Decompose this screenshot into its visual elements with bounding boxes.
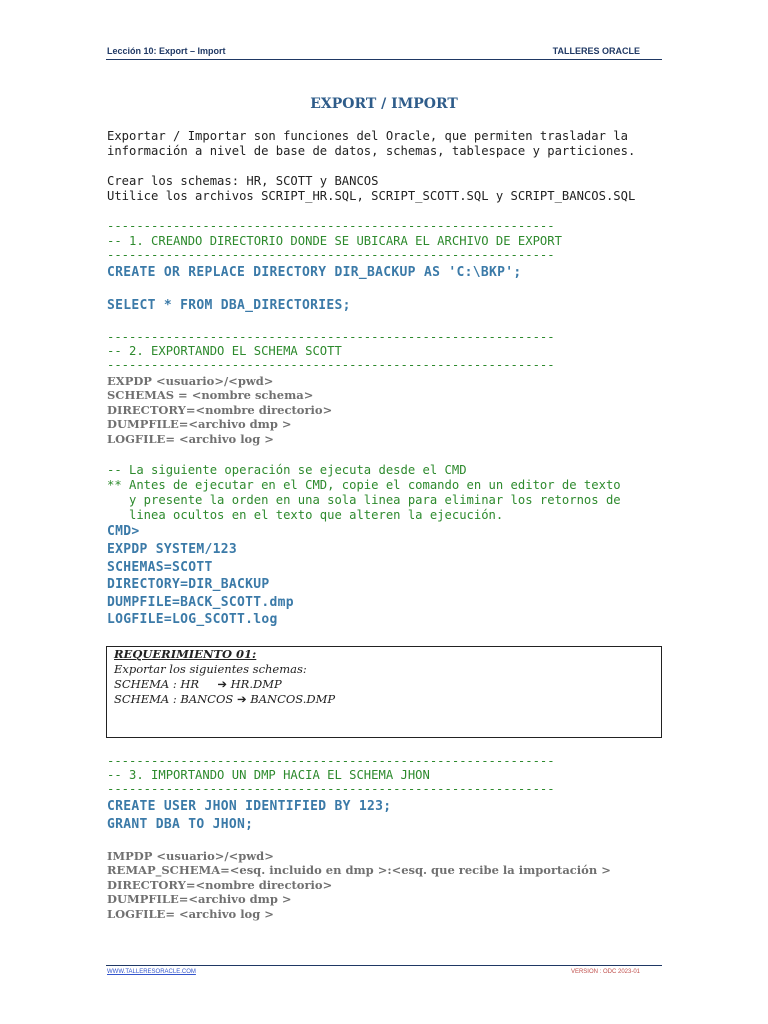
comment-line: linea ocultos en el texto que alteren la ejecución. <box>107 508 504 522</box>
syntax-line: SCHEMAS = <nombre schema> <box>107 388 314 402</box>
footer-divider <box>106 965 662 966</box>
header-lesson-title: Lección 10: Export – Import <box>107 46 226 56</box>
requirement-row-hr <box>114 677 282 691</box>
syntax-line: DIRECTORY=<nombre directorio> <box>107 878 333 892</box>
example-line: DUMPFILE=BACK_SCOTT.dmp <box>107 595 294 610</box>
intro-line-2: información a nivel de base de datos, schemas, tablespace y particiones. <box>107 144 636 158</box>
section-3-heading: -- 3. IMPORTANDO UN DMP HACIA EL SCHEMA JHON <box>107 768 430 782</box>
code-create-user: CREATE USER JHON IDENTIFIED BY 123; <box>107 799 392 814</box>
requirement-title: REQUERIMIENTO 01: <box>114 647 257 661</box>
right-arrow-icon: ➔ <box>217 677 227 691</box>
requirement-row-bancos <box>114 692 335 706</box>
intro-line-4: Utilice los archivos SCRIPT_HR.SQL, SCRIPT_SCOTT.SQL y SCRIPT_BANCOS.SQL <box>107 189 636 203</box>
header-divider <box>106 59 662 60</box>
syntax-line: LOGFILE= <archivo log > <box>107 432 274 446</box>
page-title: EXPORT / IMPORT <box>310 96 458 112</box>
example-line: SCHEMAS=SCOTT <box>107 560 213 575</box>
code-select-directories: SELECT * FROM DBA_DIRECTORIES; <box>107 298 351 313</box>
syntax-line: DUMPFILE=<archivo dmp > <box>107 892 292 906</box>
syntax-line: IMPDP <usuario>/<pwd> <box>107 849 274 863</box>
section-2-heading: -- 2. EXPORTANDO EL SCHEMA SCOTT <box>107 344 342 358</box>
syntax-line: LOGFILE= <archivo log > <box>107 907 274 921</box>
cmd-prompt: CMD> <box>107 524 140 539</box>
example-line: DIRECTORY=DIR_BACKUP <box>107 577 270 592</box>
footer-website-link[interactable]: WWW.TALLERESORACLE.COM <box>107 969 196 975</box>
intro-line-1: Exportar / Importar son funciones del Oracle, que permiten trasladar la <box>107 129 628 143</box>
code-grant-dba: GRANT DBA TO JHON; <box>107 817 254 832</box>
syntax-line: EXPDP <usuario>/<pwd> <box>107 374 274 388</box>
separator: ------------------------------------------------------------- <box>107 219 555 233</box>
intro-line-3: Crear los schemas: HR, SCOTT y BANCOS <box>107 174 379 188</box>
separator: ------------------------------------------------------------- <box>107 330 555 344</box>
requirement-row-label: SCHEMA : BANCOS <box>114 692 237 706</box>
requirement-row-file: BANCOS.DMP <box>250 692 336 706</box>
separator: ------------------------------------------------------------- <box>107 358 555 372</box>
example-line: LOGFILE=LOG_SCOTT.log <box>107 612 278 627</box>
comment-line: y presente la orden en una sola linea para eliminar los retornos de <box>107 493 621 507</box>
requirement-row-file: HR.DMP <box>230 677 282 691</box>
comment-line: -- La siguiente operación se ejecuta desde el CMD <box>107 463 467 477</box>
right-arrow-icon: ➔ <box>236 692 247 706</box>
comment-line: ** Antes de ejecutar en el CMD, copie el comando en un editor de texto <box>107 478 621 492</box>
syntax-line: DUMPFILE=<archivo dmp > <box>107 417 292 431</box>
syntax-line: REMAP_SCHEMA=<esq. incluido en dmp >:<esq. que recibe la importación > <box>107 863 611 877</box>
section-1-heading: -- 1. CREANDO DIRECTORIO DONDE SE UBICARA EL ARCHIVO DE EXPORT <box>107 234 562 248</box>
footer-version: VERSION : ODC 2023-01 <box>570 969 640 975</box>
syntax-line: DIRECTORY=<nombre directorio> <box>107 403 333 417</box>
header-brand: TALLERES ORACLE <box>552 46 640 56</box>
separator: ------------------------------------------------------------- <box>107 754 555 768</box>
separator: ------------------------------------------------------------- <box>107 248 555 262</box>
separator: ------------------------------------------------------------- <box>107 782 555 796</box>
code-create-directory: CREATE OR REPLACE DIRECTORY DIR_BACKUP AS 'C:\BKP'; <box>107 265 522 280</box>
requirement-text: Exportar los siguientes schemas: <box>114 662 307 676</box>
requirement-row-label: SCHEMA : HR <box>114 677 218 691</box>
example-line: EXPDP SYSTEM/123 <box>107 542 238 557</box>
